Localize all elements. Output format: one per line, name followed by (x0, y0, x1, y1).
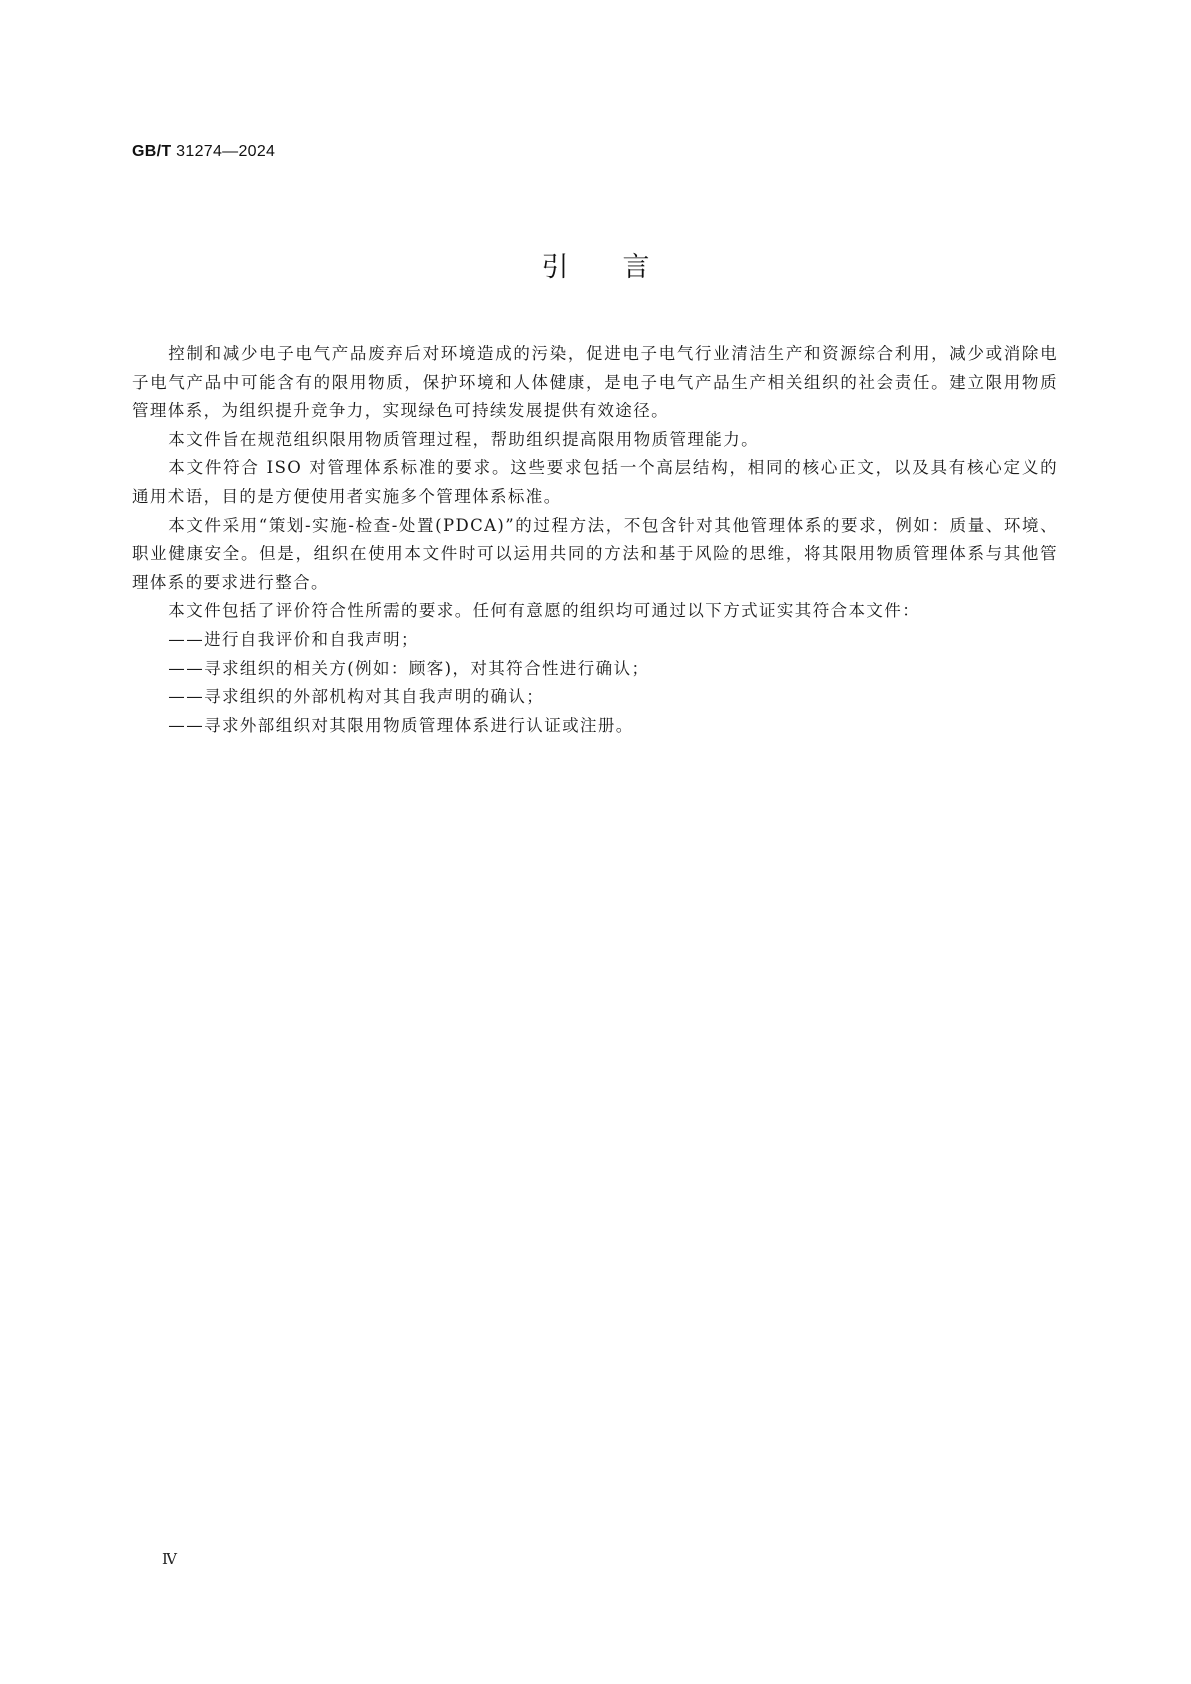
list-item: ——进行自我评价和自我声明； (168, 629, 419, 649)
list-item: ——寻求外部组织对其限用物质管理体系进行认证或注册。 (168, 715, 634, 735)
paragraph: 本文件旨在规范组织限用物质管理过程，帮助组织提高限用物质管理能力。 (168, 429, 759, 449)
paragraph: 本文件包括了评价符合性所需的要求。任何有意愿的组织均可通过以下方式证实其符合本文件： (168, 601, 921, 621)
list-item: ——寻求组织的外部机构对其自我声明的确认； (168, 687, 545, 707)
paragraph: 控制和减少电子电气产品废弃后对环境造成的污染，促进电子电气行业清洁生产和资源综合利用，减少或消除电子电气产品中可能含有的限用物质，保护环境和人体健康，是电子电气产品生产相关组织的社会责任。建立限用物质管理体系，为组织提升竞争力，实现绿色可持续发展提供有效途径。 (132, 344, 1058, 421)
paragraph: 本文件采用“策划-实施-检查-处置(PDCA)”的过程方法，不包含针对其他管理体系的要求，例如：质量、环境、职业健康安全。但是，组织在使用本文件时可以运用共同的方法和基于风险的思维，将其限用物质管理体系与其他管理体系的要求进行整合。 (132, 515, 1058, 592)
list-item: ——寻求组织的相关方(例如：顾客)，对其符合性进行确认； (168, 658, 650, 678)
page-number: Ⅳ (162, 1550, 177, 1568)
standard-number: 31274—2024 (176, 143, 276, 160)
section-title: 引言 (541, 252, 704, 283)
standard-code (132, 143, 275, 161)
introduction-body (132, 340, 1058, 740)
standard-prefix: GB/T (132, 143, 172, 160)
paragraph: 本文件符合 ISO 对管理体系标准的要求。这些要求包括一个高层结构，相同的核心正文，以及具有核心定义的通用术语，目的是方便使用者实施多个管理体系标准。 (132, 458, 1058, 506)
